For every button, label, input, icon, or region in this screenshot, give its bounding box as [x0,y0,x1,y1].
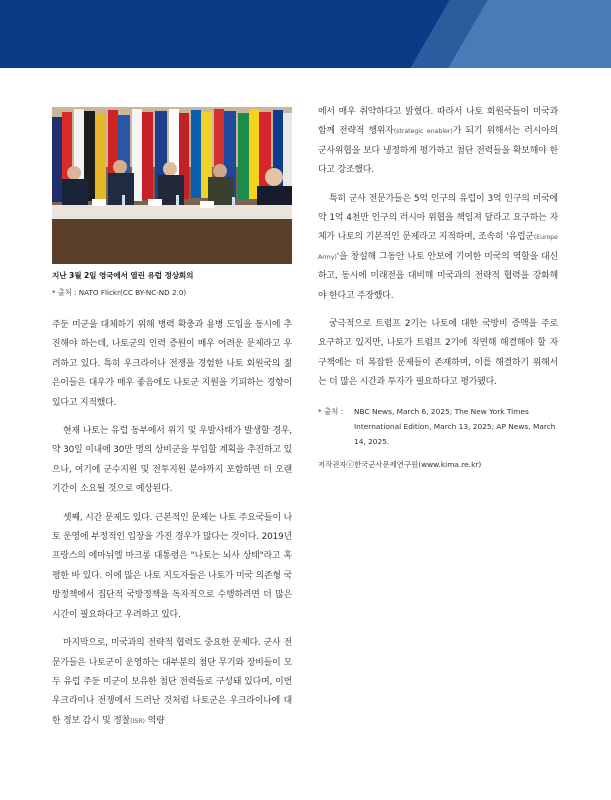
header-banner [0,0,611,68]
photo-credit: * 출처 : NATO Flickr(CC BY-NC-ND 2.0) [52,288,187,297]
paragraph-4-tail: 역량 [144,715,165,726]
sources-label: * 출처 : [318,407,344,416]
europe-army-gloss: (Europe Army) [318,234,558,261]
summit-photo [52,107,292,264]
sources-text: NBC News, March 6, 2025; The New York Times International Edition, March 13, 2025; AP News, March 14, 2025. [354,407,556,446]
paragraph-3: 셋째, 시간 문제도 있다. 근본적인 문제는 나토 주요국들이 나토 운영에 부정적인 입장을 가진 경우가 많다는 것이다. 2019년 프랑스의 에마뉘엘 마크롱 대통령은 "나토는 뇌사 상태"라고 혹평한 바 있다. 이에 많은 나토 지도자들은 나토가 미국 의존형 국방정책에서 집단적 국방정책을 독자적으로 수행하려면 더 많은 시간이 필요하다고 우려하고 있다. [52,512,292,620]
paragraph-4-main: 마지막으로, 미국과의 전략적 협력도 중요한 문제다. 군사 전문가들은 나토군이 운영하는 대부분의 첨단 무기와 장비들이 모두 유럽 주둔 미군이 보유한 첨단 전력들로 구성돼 있다며, 이번 우크라이나 전쟁에서 드러난 것처럼 나토군은 우크라이나에 대한 정보 감시 및 정찰 [52,638,292,726]
paragraph-2: 현재 나토는 유럽 동부에서 위기 및 우발사태가 발생할 경우, 약 30일 이내에 30만 명의 상비군을 투입할 계획을 추진하고 있으나, 여기에 군수지원 및 전투지원 분야까지 포함하면 더 오랜 기간이 소요될 것으로 예상된다. [52,426,292,495]
paragraph-4 [52,634,292,731]
paragraph-6 [318,190,558,306]
strategic-enabler-gloss: (strategic enabler) [393,128,453,136]
paragraph-5 [318,103,558,181]
paragraph-5-main: 에서 매우 취약하다고 밝혔다. 따라서 나토 회원국들이 미국과 함께 전략적 행위자 [318,107,558,137]
paragraph-5-tail: 가 되기 위해서는 러시아의 군사위협을 보다 냉정하게 평가하고 첨단 전력들을 확보해야 한다고 강조했다. [318,126,558,176]
left-column [52,316,292,740]
photo-caption: 지난 3월 2일 영국에서 열린 유럽 정상회의 [52,271,194,280]
paragraph-1: 주둔 미군을 대체하기 위해 병력 확충과 용병 도입을 동시에 추진해야 하는데, 나토군의 인력 증원이 매우 어려운 문제라고 우려하고 있다. 특히 우크라이나 전쟁을 경험한 나토 회원국의 젊은이들은 대우가 매우 좋음에도 나토군 지원을 기피하는 경향이 있다고 지적했다. [52,320,292,408]
summit-photo-illustration [52,107,292,264]
paragraph-6-tail: '을 창설해 그동안 나토 안보에 기여한 미국의 역할을 대신하고, 동시에 미래전을 대비해 미국과의 전략적 협력을 강화해야 한다고 주장했다. [318,251,558,301]
right-column [318,103,558,402]
copyright-notice: 저작권자ⓒ한국군사문제연구원(www.kima.re.kr) [318,460,482,469]
paragraph-6-main: 특히 군사 전문가들은 5억 인구의 유럽이 3억 인구의 미국에 약 1억 4천만 인구의 러시아 위협을 책임져 달라고 요구하는 자체가 나토의 기본적인 문제라고 지적하며, 조속히 '유럽군 [318,193,558,243]
isr-abbreviation: (ISR) [130,717,145,725]
sources-note [318,404,560,449]
paragraph-7: 궁극적으로 트럼프 2기는 나토에 대한 국방비 증액을 주로 요구하고 있지만, 나토가 트럼프 2기에 직면해 해결해야 할 자구책에는 더 복잡한 문제들이 존재하며, 이를 해결하기 위해서는 더 많은 시간과 투자가 필요하다고 평가됐다. [318,319,558,388]
